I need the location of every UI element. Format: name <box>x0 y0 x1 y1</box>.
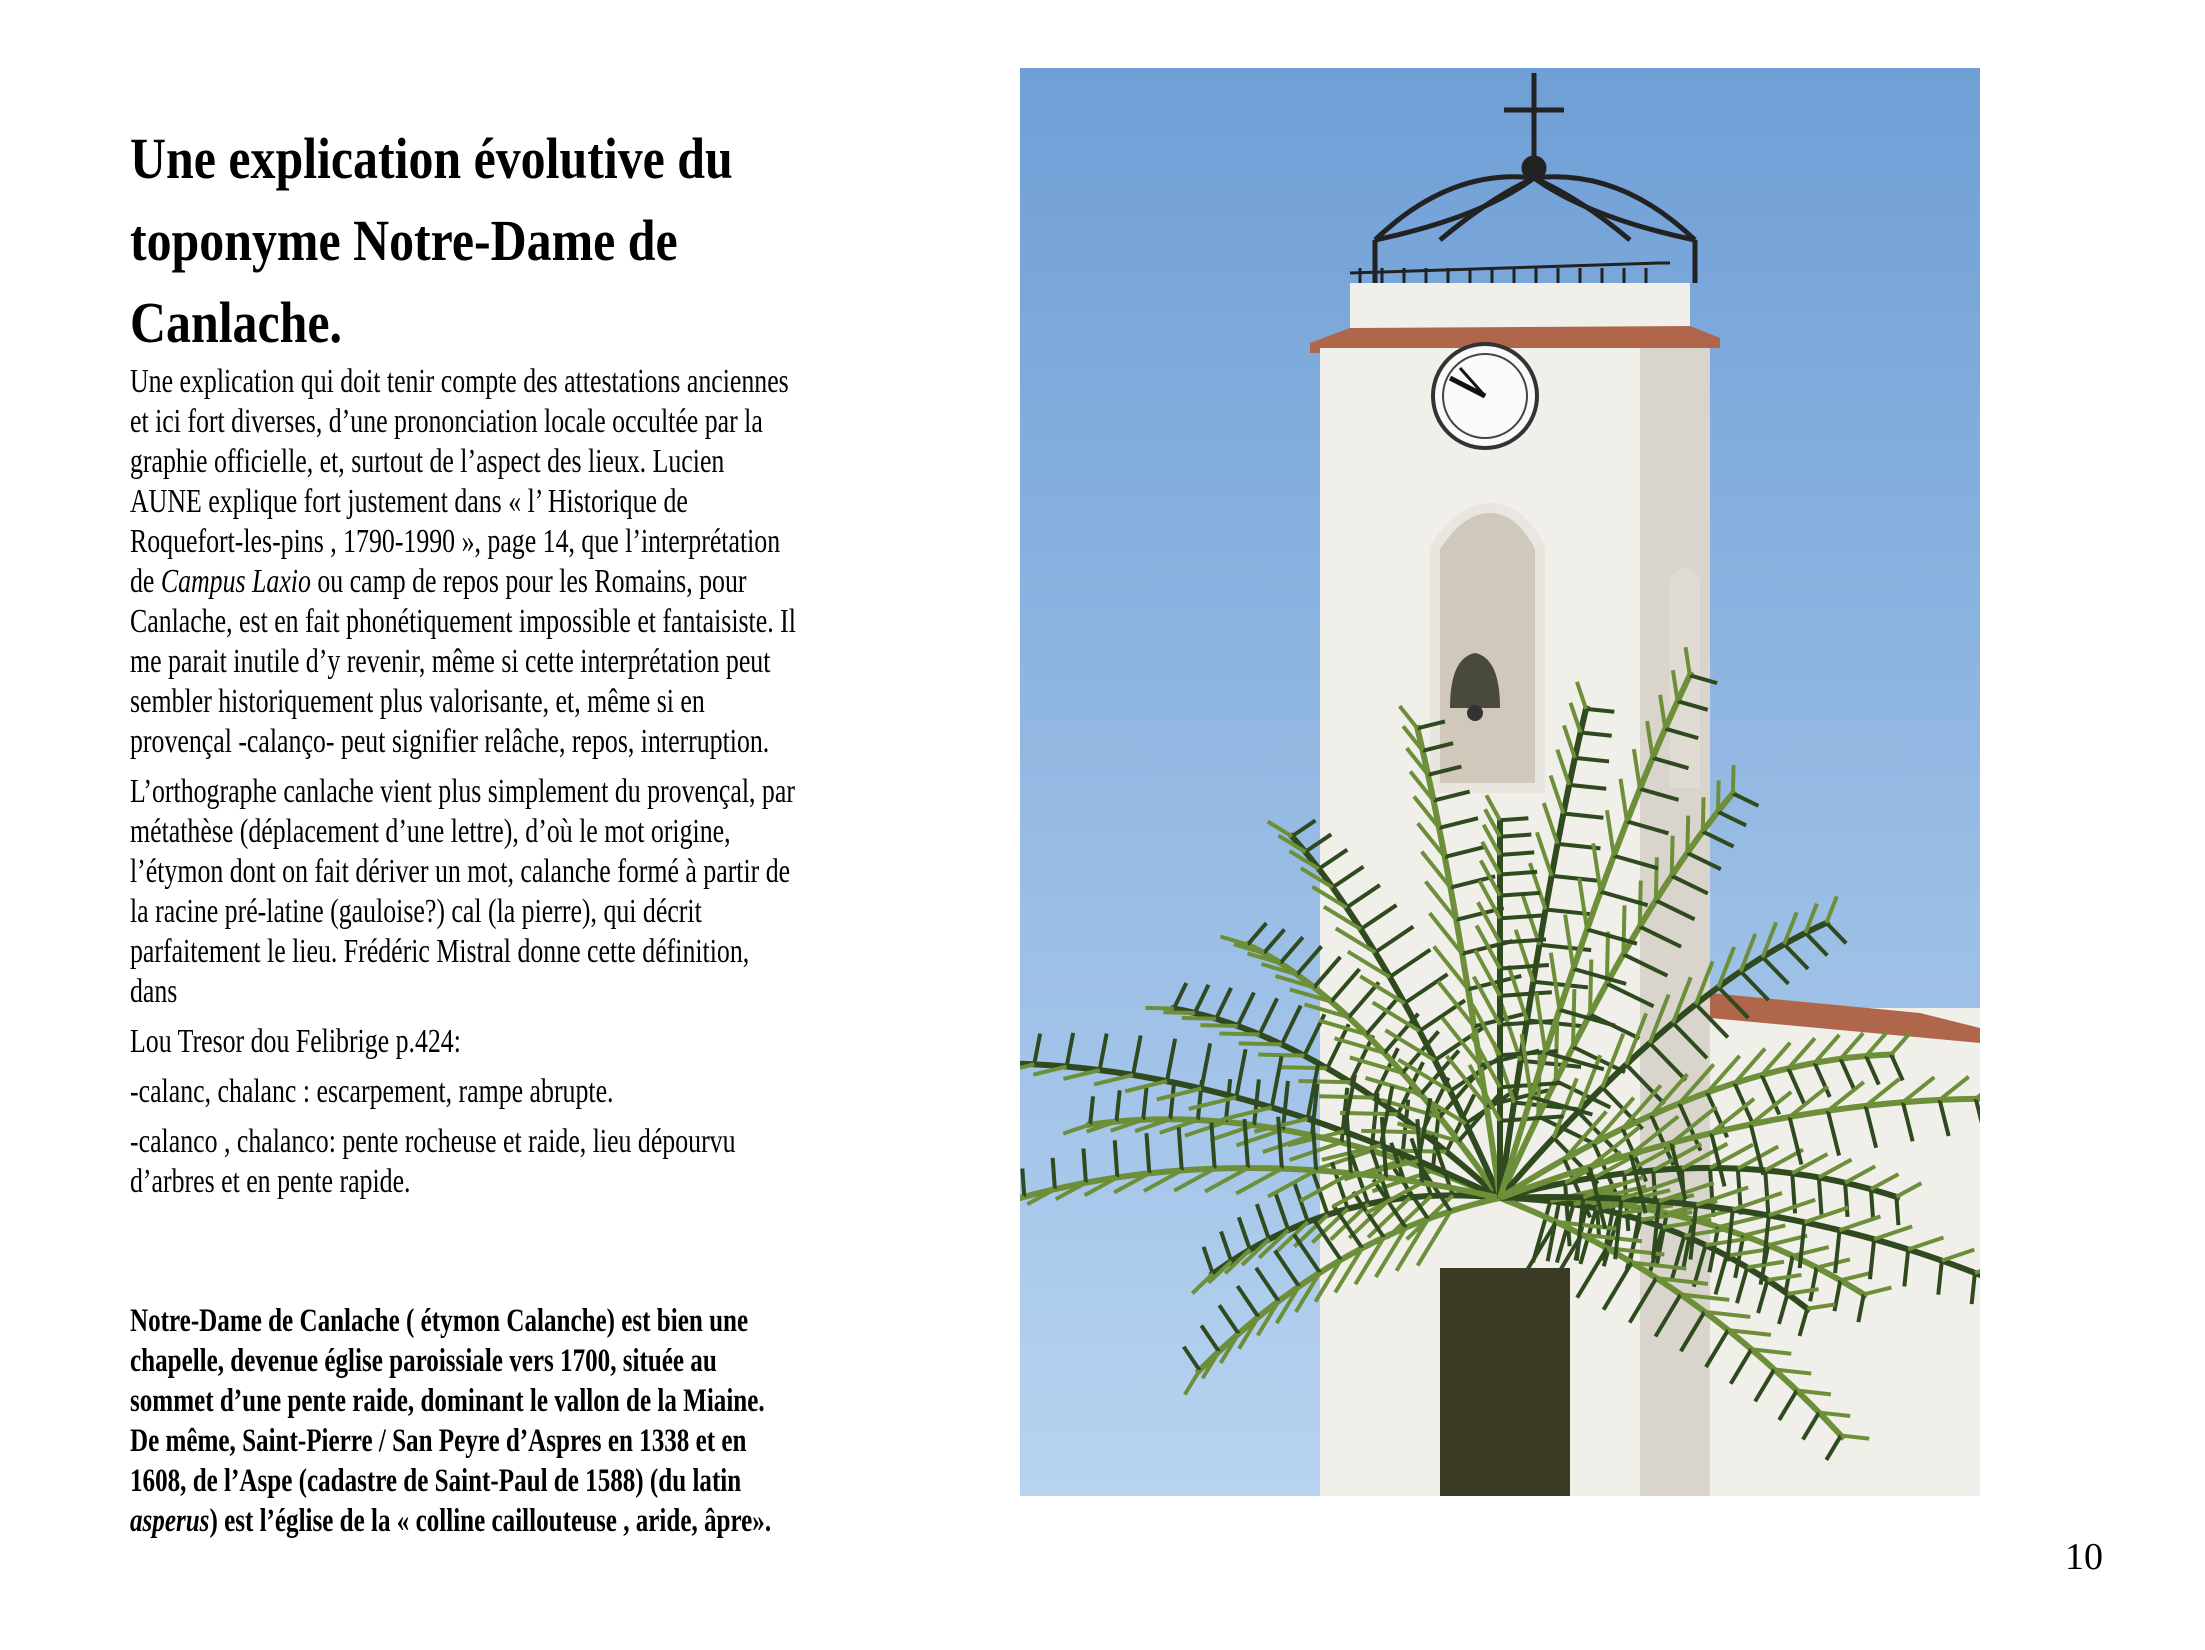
title-line: Une explication évolutive du <box>130 126 733 191</box>
text-fragment: ou camp de repos pour les Romains, pour <box>310 563 747 600</box>
text-line: la racine pré-latine (gauloise?) cal (la pierre), qui décrit <box>130 893 702 930</box>
paragraph-orthographe <box>130 772 958 1012</box>
text-line <box>130 562 958 602</box>
text-line: Une explication qui doit tenir compte des attestations anciennes <box>130 363 789 400</box>
text-line: graphie officielle, et, surtout de l’aspect des lieux. Lucien <box>130 443 725 480</box>
text-fragment: ) est l’église de la « colline caillouteuse , aride, âpre». <box>209 1503 772 1539</box>
text-fragment: de <box>130 563 161 600</box>
text-line: l’étymon dont on fait dériver un mot, calanche formé à partir de <box>130 853 791 890</box>
text-line: provençal -calanço- peut signifier relâche, repos, interruption. <box>130 723 770 760</box>
italic-term: asperus <box>130 1503 210 1539</box>
text-line: parfaitement le lieu. Frédéric Mistral donne cette définition, <box>130 933 750 970</box>
text-line: métathèse (déplacement d’une lettre), d’où le mot origine, <box>130 813 731 850</box>
text-line: -calanco , chalanco: pente rocheuse et raide, lieu dépourvu <box>130 1123 736 1160</box>
text-line: Lou Tresor dou Felibrige p.424: <box>130 1023 461 1060</box>
belfry-arch <box>1435 508 1540 788</box>
text-line: dans <box>130 973 178 1010</box>
text-line: sembler historiquement plus valorisante, et, même si en <box>130 683 705 720</box>
paragraph-attestations <box>130 362 958 762</box>
text-line: sommet d’une pente raide, dominant le vallon de la Miaine. <box>130 1383 765 1419</box>
conclusion-paragraph <box>130 1301 958 1541</box>
text-line: Canlache, est en fait phonétiquement impossible et fantaisiste. Il <box>130 603 796 640</box>
text-line: De même, Saint-Pierre / San Peyre d’Aspres en 1338 et en <box>130 1423 747 1459</box>
bell-tower-illustration <box>1020 68 1980 1496</box>
page-number: 10 <box>2065 1536 2103 1578</box>
bell-tower-photo <box>1020 68 1980 1496</box>
text-line: Roquefort-les-pins , 1790-1990 », page 14, que l’interprétation <box>130 523 781 560</box>
body-text <box>130 362 958 1212</box>
text-line: d’arbres et en pente rapide. <box>130 1163 411 1200</box>
text-line: 1608, de l’Aspe (cadastre de Saint-Paul de 1588) (du latin <box>130 1463 742 1499</box>
palm-trunk <box>1440 1268 1570 1496</box>
title-line: Canlache. <box>130 290 342 355</box>
clock-icon <box>1433 344 1537 448</box>
title-line: toponyme Notre-Dame de <box>130 208 678 273</box>
text-line: et ici fort diverses, d’une prononciation locale occultée par la <box>130 403 763 440</box>
paragraph-calanco <box>130 1122 958 1202</box>
text-line: -calanc, chalanc : escarpement, rampe abrupte. <box>130 1073 614 1110</box>
page-title <box>130 118 749 364</box>
italic-term: Campus Laxio <box>160 563 311 600</box>
paragraph-calanc <box>130 1072 958 1112</box>
text-line: chapelle, devenue église paroissiale vers 1700, située au <box>130 1343 717 1379</box>
text-line: AUNE explique fort justement dans « l’ Historique de <box>130 483 688 520</box>
text-line: L’orthographe canlache vient plus simplement du provençal, par <box>130 773 795 810</box>
paragraph-tresor <box>130 1022 958 1062</box>
text-line: Notre-Dame de Canlache ( étymon Calanche) est bien une <box>130 1303 749 1339</box>
text-line: me parait inutile d’y revenir, même si cette interprétation peut <box>130 643 771 680</box>
text-line <box>130 1501 958 1541</box>
